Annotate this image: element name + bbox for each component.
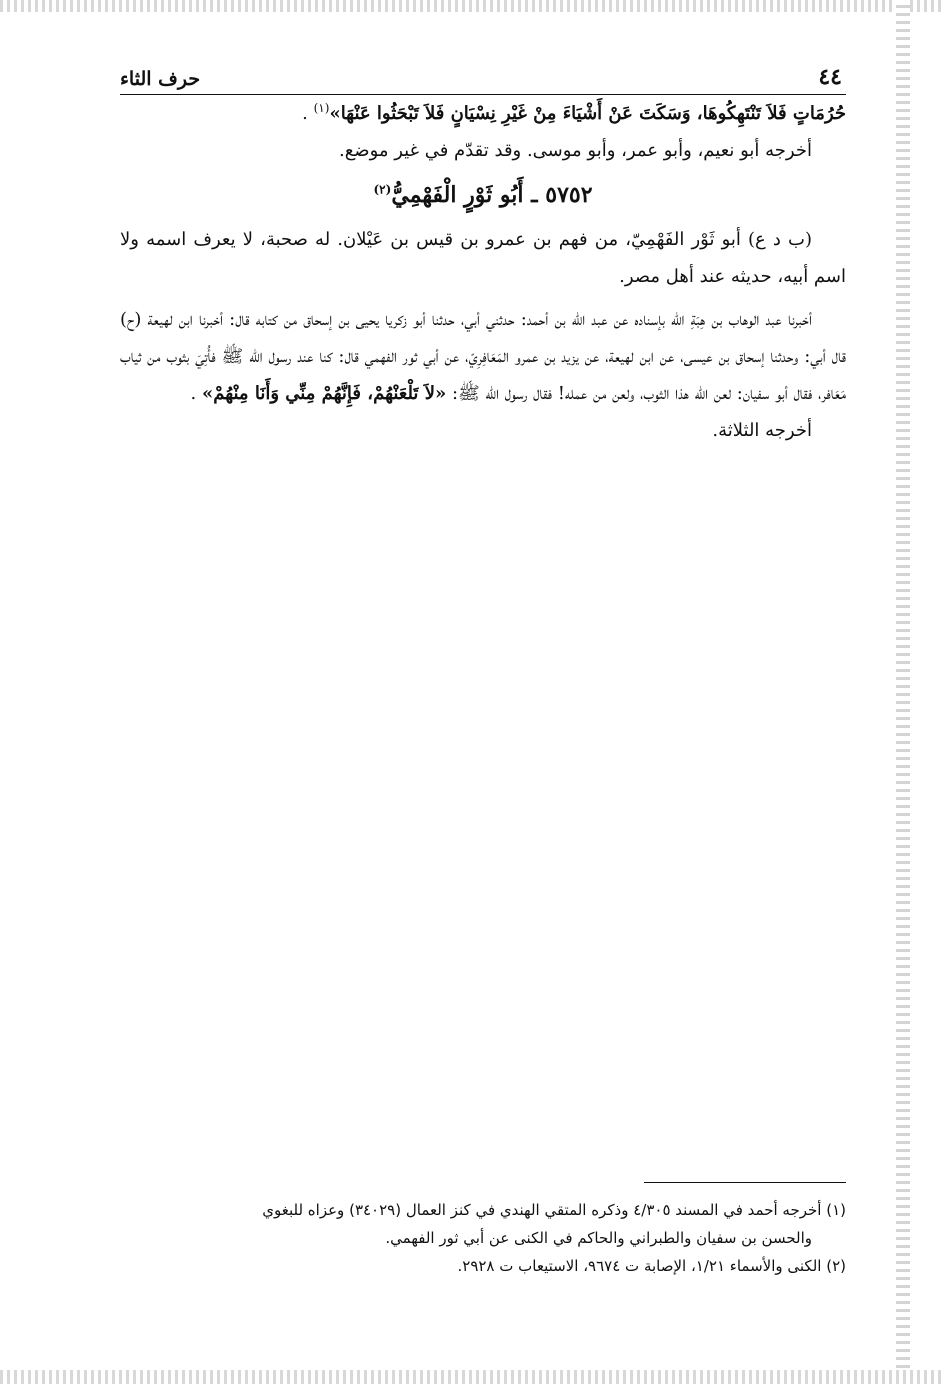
footnote-2: (٢) الكنى والأسماء ١/٢١، الإصابة ت ٩٦٧٤، الاستيعاب ت ٢٩٢٨. [457, 1257, 846, 1275]
quote-continuation [120, 95, 846, 132]
narration-text: أخبرنا عبد الوهاب بن هِبَةِ الله بإسناده عن عبد الله بن أحمد: حدثني أبي، حدثنا أبو زكريا يحيى بن إسحاق من كتابه قال: أخبرنا ابن لهيعة (ح) قال أبي: وحدثنا إسحاق بن عيسى، عن ابن لهيعة، عن يزيد بن عمرو المَعَافِرِيّ، عن أبي ثور الفهمي قال: كنا عند رسول الله ﷺ فأُتِيَ بثوب من ثياب مَعَافر، فقال أبو سفيان: لعن الله هذا الثوب، ولعن من عمله! فقال رسول الله ﷺ: [120, 309, 846, 404]
hadith-quote-text: حُرُمَاتٍ فَلاَ تَنْتَهِكُوهَا، وَسَكَتَ عَنْ أَشْيَاءَ مِنْ غَيْرِ نِسْيَانٍ فَلاَ تَبْحَثُوا عَنْهَا» [329, 103, 846, 124]
decorative-border-right [896, 0, 910, 1384]
attribution-line: أخرجه أبو نعيم، وأبو عمر، وأبو موسى. وقد تقدّم في غير موضع. [338, 140, 812, 161]
footnote-1-line-1: (١) أخرجه أحمد في المسند ٤/٣٠٥ وذكره المتقي الهندي في كنز العمال (٣٤٠٢٩) وعزاه للبغوي [262, 1201, 846, 1219]
narration-paragraph [120, 301, 846, 412]
entry-heading-text: ٥٧٥٢ ـ أَبُو ثَوْرٍ الْفَهْمِيُّ [391, 182, 593, 208]
main-text [120, 95, 846, 449]
final-attribution: أخرجه الثلاثة. [712, 420, 812, 441]
narration-end-punctuation: . [190, 383, 202, 404]
footnote-marker-2: (٢) [373, 182, 392, 197]
decorative-border-top [0, 0, 941, 12]
book-page [120, 55, 846, 449]
running-title: حرف الثاء [120, 68, 201, 90]
footnotes [120, 1196, 846, 1280]
entry-heading [120, 171, 846, 219]
decorative-border-bottom [0, 1370, 941, 1384]
footnote-separator [644, 1182, 846, 1183]
quote-end-punctuation: . [302, 103, 314, 124]
biography-paragraph: (ب د ع) أبو ثَوْر الفَهْمِيّ، من فهم بن عمرو بن قيس بن عَيْلان. له صحبة، لا يعرف اسمه ولا اسم أبيه، حديثه عند أهل مصر. [120, 229, 846, 287]
footnote-1-line-2: والحسن بن سفيان والطبراني والحاكم في الكنى عن أبي ثور الفهمي. [385, 1229, 812, 1247]
page-header [120, 55, 846, 95]
prophet-quote: «لاَ تَلْعَنْهُمْ، فَإِنَّهُمْ مِنِّي وَأَنَا مِنْهُمْ» [201, 383, 447, 404]
footnote-marker-1: (١) [313, 101, 330, 115]
page-number: ٤٤ [818, 64, 842, 90]
